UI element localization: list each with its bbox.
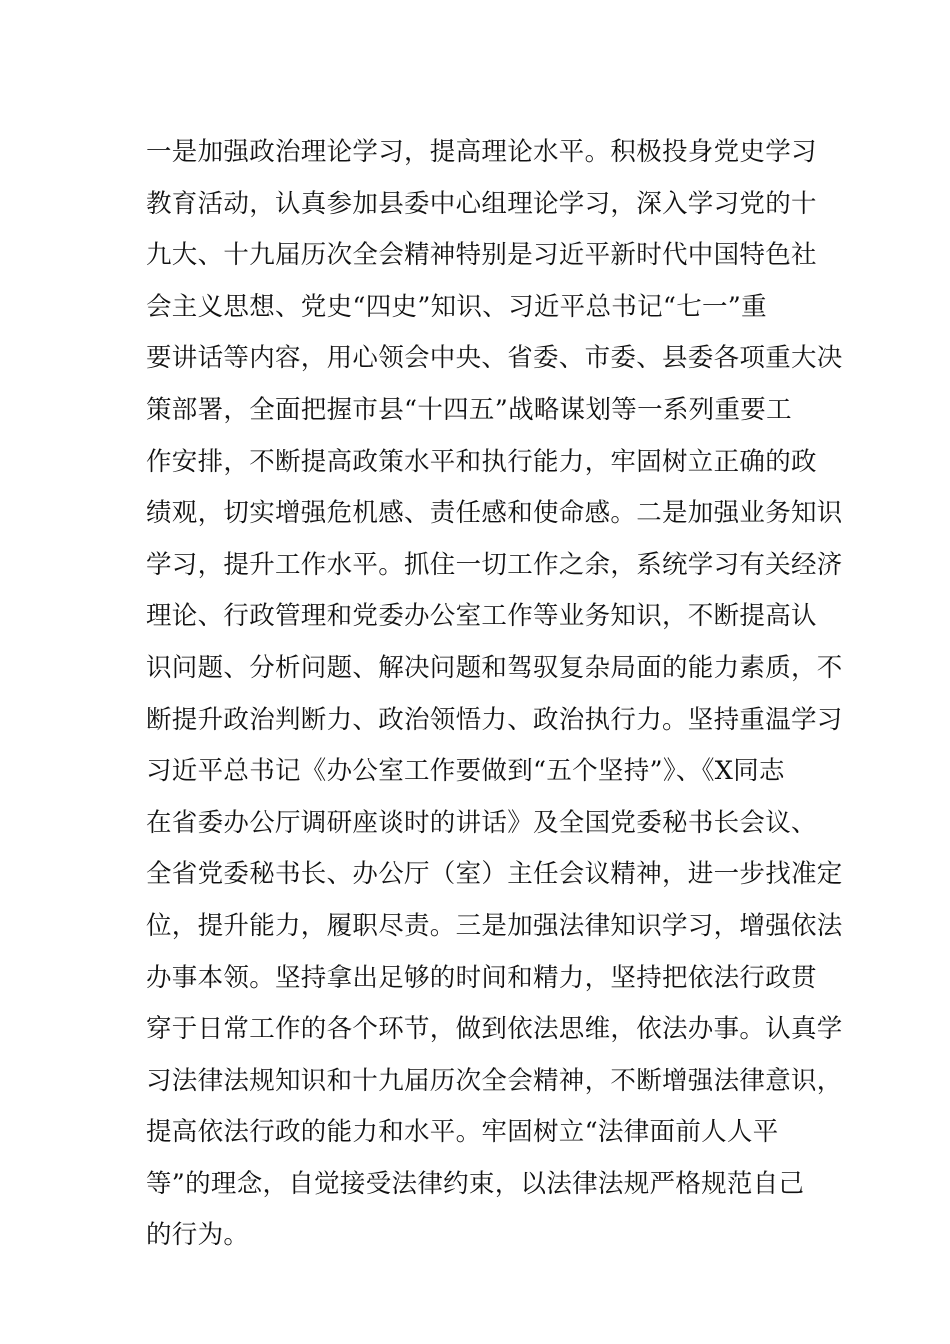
text-line: 理论、行政管理和党委办公室工作等业务知识，不断提高认 (146, 601, 817, 632)
text-line: 要讲话等内容，用心领会中央、省委、市委、县委各项重大决 (146, 343, 843, 374)
text-line: 识问题、分析问题、解决问题和驾驭复杂局面的能力素质，不 (146, 652, 843, 683)
text-line: 穿于日常工作的各个环节，做到依法思维，依法办事。认真学 (146, 1014, 843, 1045)
text-line: 绩观，切实增强危机感、责任感和使命感。二是加强业务知识 (146, 498, 843, 529)
text-line: 习近平总书记《办公室工作要做到“五个坚持”》、《X同志 (146, 756, 785, 787)
text-line: 教育活动，认真参加县委中心组理论学习，深入学习党的十 (146, 188, 817, 219)
text-line: 办事本领。坚持拿出足够的时间和精力，坚持把依法行政贯 (146, 962, 817, 993)
text-line: 全省党委秘书长、办公厅（室）主任会议精神，进一步找准定 (146, 859, 843, 890)
text-line: 断提升政治判断力、政治领悟力、政治执行力。坚持重温学习 (146, 704, 843, 735)
text-line: 等”的理念，自觉接受法律约束，以法律法规严格规范自己 (146, 1168, 805, 1199)
body-paragraph (146, 127, 846, 1262)
text-line: 作安排，不断提高政策水平和执行能力，牢固树立正确的政 (146, 446, 817, 477)
text-line: 在省委办公厅调研座谈时的讲话》及全国党委秘书长会议、 (146, 807, 817, 838)
text-line: 位，提升能力，履职尽责。三是加强法律知识学习，增强依法 (146, 910, 843, 941)
text-line: 的行为。 (146, 1220, 250, 1251)
text-line: 会主义思想、党史“四史”知识、习近平总书记“七一”重 (146, 291, 767, 322)
text-line: 策部署，全面把握市县“十四五”战略谋划等一系列重要工 (146, 394, 792, 425)
text-line: 一是加强政治理论学习，提高理论水平。积极投身党史学习 (146, 137, 817, 167)
text-line: 习法律法规知识和十九届历次全会精神，不断增强法律意识， (146, 1065, 843, 1096)
text-line: 提高依法行政的能力和水平。牢固树立“法律面前人人平 (146, 1117, 779, 1148)
text-line: 九大、十九届历次全会精神特别是习近平新时代中国特色社 (146, 240, 817, 271)
text-line: 学习，提升工作水平。抓住一切工作之余，系统学习有关经济 (146, 549, 843, 580)
